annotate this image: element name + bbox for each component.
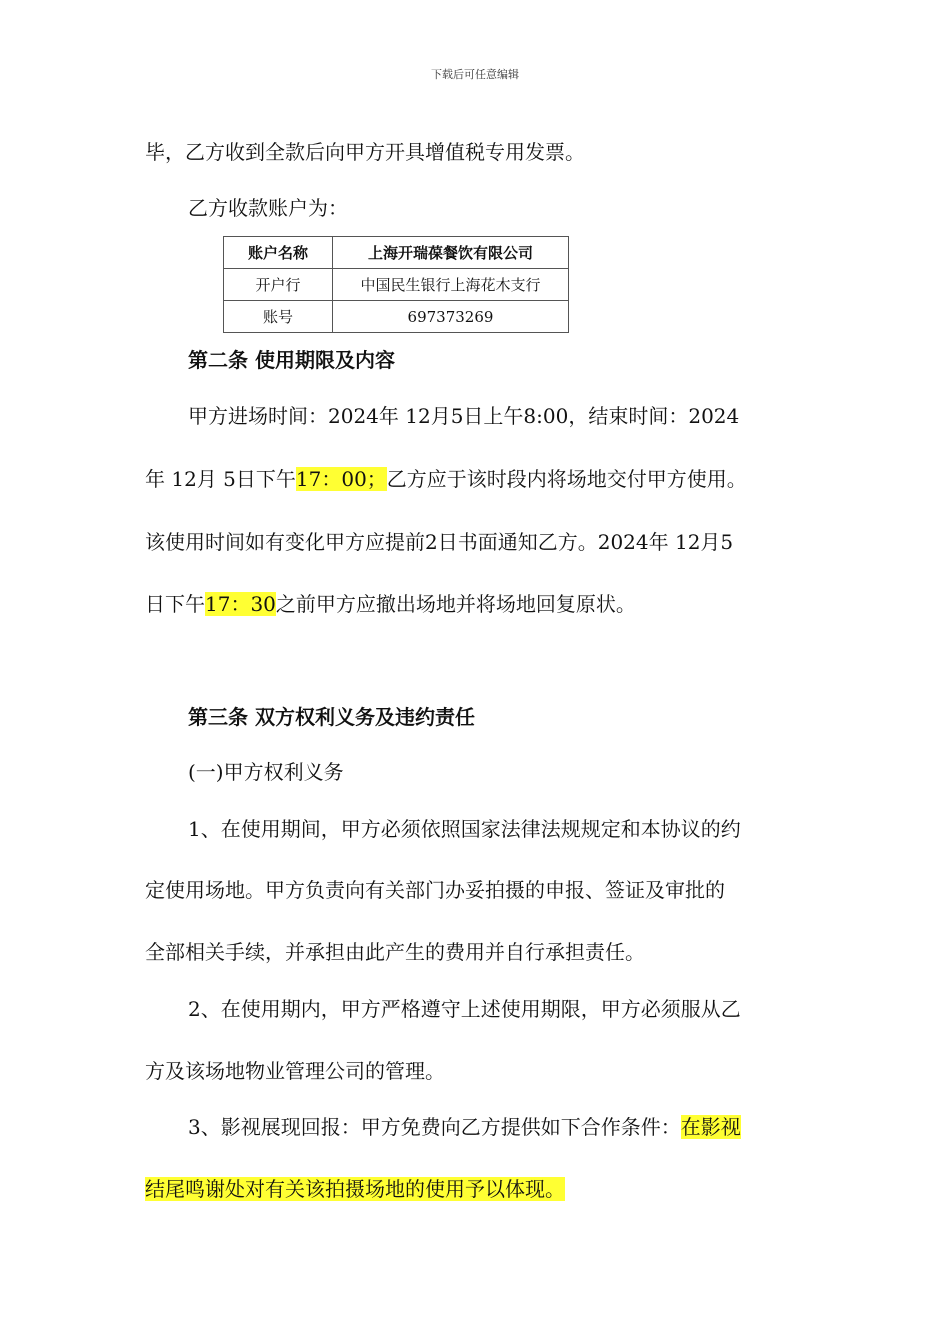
text-run: 乙方应于该时段内将场地交付甲方使用。	[386, 467, 747, 491]
table-cell: 账户名称	[224, 237, 333, 269]
article2-line1: 甲方进场时间：2024年 12月5日上午8:00，结束时间：2024	[188, 404, 740, 428]
account-table	[223, 236, 569, 333]
table-row	[224, 237, 569, 269]
highlighted-time: 17：30	[205, 592, 276, 616]
account-intro: 乙方收款账户为：	[188, 196, 348, 220]
highlighted-text: 结尾鸣谢处对有关该拍摄场地的使用予以体现。	[145, 1177, 565, 1201]
text-run: 日下午	[145, 592, 205, 616]
table-cell: 697373269	[333, 301, 569, 333]
item3-line1	[188, 1113, 741, 1141]
table-row	[224, 269, 569, 301]
item3-line2	[145, 1175, 565, 1203]
table-row	[224, 301, 569, 333]
payment-line: 毕，乙方收到全款后向甲方开具增值税专用发票。	[145, 140, 585, 164]
item1-line1: 1、在使用期间，甲方必须依照国家法律法规规定和本协议的约	[188, 817, 741, 841]
table-cell: 中国民生银行上海花木支行	[333, 269, 569, 301]
item2-line2: 方及该场地物业管理公司的管理。	[145, 1059, 445, 1083]
table-cell: 开户行	[224, 269, 333, 301]
article2-line3: 该使用时间如有变化甲方应提前2日书面通知乙方。2024年 12月5	[145, 530, 734, 554]
table-cell: 账号	[224, 301, 333, 333]
highlighted-text: 在影视	[680, 1115, 741, 1139]
text-run: 年 12月 5日下午	[145, 467, 296, 491]
text-run: 之前甲方应撤出场地并将场地回复原状。	[275, 592, 636, 616]
article3-subheading: (一)甲方权利义务	[188, 760, 344, 784]
article3-title: 第三条 双方权利义务及违约责任	[188, 705, 475, 729]
text-run: 3、影视展现回报：甲方免费向乙方提供如下合作条件：	[188, 1115, 681, 1139]
table-cell: 上海开瑞葆餐饮有限公司	[333, 237, 569, 269]
article2-line4	[145, 590, 636, 618]
item2-line1: 2、在使用期内，甲方严格遵守上述使用期限，甲方必须服从乙	[188, 997, 741, 1021]
page-header-note: 下载后可任意编辑	[431, 68, 519, 81]
article2-title: 第二条 使用期限及内容	[188, 348, 395, 372]
article2-line2	[145, 465, 747, 493]
item1-line2: 定使用场地。甲方负责向有关部门办妥拍摄的申报、签证及审批的	[145, 878, 725, 902]
highlighted-time: 17：00；	[295, 467, 387, 491]
item1-line3: 全部相关手续，并承担由此产生的费用并自行承担责任。	[145, 940, 645, 964]
